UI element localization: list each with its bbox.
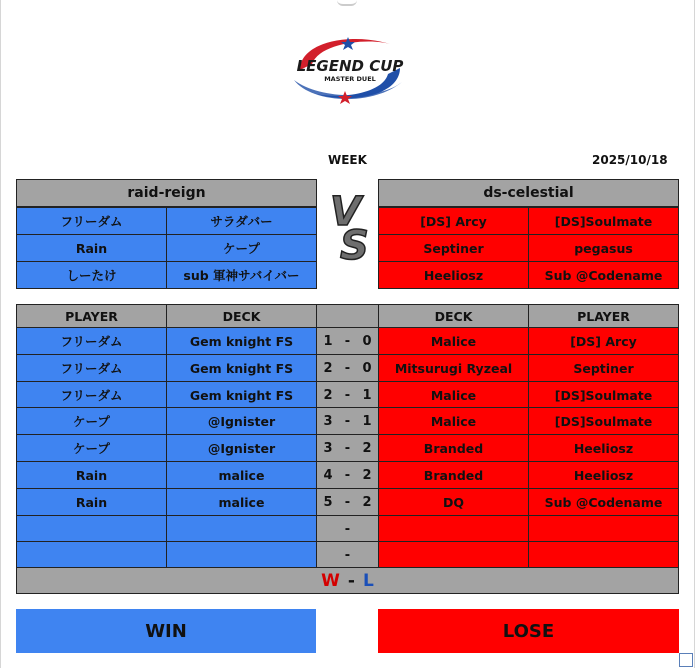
- row-score: [316, 381, 379, 409]
- lose-banner: LOSE: [378, 609, 679, 653]
- score-separator: -: [344, 360, 351, 376]
- svg-text:LEGEND CUP: LEGEND CUP: [296, 57, 404, 75]
- row-player-right: Septiner: [528, 354, 679, 382]
- row-player-right: [528, 515, 679, 543]
- left-team-name: raid-reign: [16, 179, 317, 207]
- week-label: WEEK: [328, 153, 367, 167]
- header-deck-left: DECK: [166, 304, 317, 328]
- row-deck-right: Branded: [378, 461, 529, 489]
- score-right: 2: [362, 467, 372, 483]
- row-score: [316, 327, 379, 355]
- wl-separator: -: [347, 570, 355, 591]
- svg-text:V: V: [330, 189, 361, 235]
- row-player-left: ケープ: [16, 434, 167, 462]
- row-deck-right: DQ: [378, 488, 529, 516]
- row-deck-left: [166, 541, 317, 569]
- score-separator: -: [344, 413, 351, 429]
- score-left: 3: [323, 440, 333, 456]
- right-team-name: ds-celestial: [378, 179, 679, 207]
- header-deck-right: DECK: [378, 304, 529, 328]
- row-deck-right: Mitsurugi Ryzeal: [378, 354, 529, 382]
- row-deck-right: Malice: [378, 407, 529, 435]
- row-score: [316, 461, 379, 489]
- score-right: 2: [362, 494, 372, 510]
- row-score: [316, 515, 379, 543]
- row-deck-right: [378, 541, 529, 569]
- row-player-right: [DS]Soulmate: [528, 381, 679, 409]
- left-member: フリーダム: [16, 207, 167, 235]
- page-border-right: [694, 0, 695, 668]
- row-score: [316, 407, 379, 435]
- row-deck-right: Branded: [378, 434, 529, 462]
- win-banner: WIN: [16, 609, 316, 653]
- left-member: sub 軍神サバイバー: [166, 261, 317, 289]
- header-score: [316, 304, 379, 328]
- row-deck-left: @Ignister: [166, 407, 317, 435]
- svg-text:S: S: [340, 223, 369, 263]
- row-score: [316, 488, 379, 516]
- left-member: Rain: [16, 234, 167, 262]
- left-member: しーたけ: [16, 261, 167, 289]
- score-right: 0: [362, 360, 372, 376]
- header-player-right: PLAYER: [528, 304, 679, 328]
- row-deck-right: [378, 515, 529, 543]
- score-separator: -: [344, 333, 351, 349]
- right-member: pegasus: [528, 234, 679, 262]
- score-left: 4: [323, 467, 333, 483]
- score-right: 1: [362, 387, 372, 403]
- score-left: 3: [323, 413, 333, 429]
- score-separator: -: [344, 387, 351, 403]
- row-player-left: フリーダム: [16, 381, 167, 409]
- resize-handle[interactable]: [679, 653, 693, 667]
- row-deck-left: Gem knight FS: [166, 327, 317, 355]
- row-score: [316, 434, 379, 462]
- row-player-right: Sub @Codename: [528, 488, 679, 516]
- row-player-left: Rain: [16, 461, 167, 489]
- row-deck-left: @Ignister: [166, 434, 317, 462]
- row-deck-left: malice: [166, 461, 317, 489]
- score-left: 2: [323, 387, 333, 403]
- row-deck-left: Gem knight FS: [166, 381, 317, 409]
- score-left: 1: [323, 333, 333, 349]
- score-separator: -: [344, 494, 351, 510]
- row-player-left: [16, 541, 167, 569]
- win-loss-bar: [16, 567, 679, 594]
- row-player-right: [DS]Soulmate: [528, 407, 679, 435]
- row-player-left: ケープ: [16, 407, 167, 435]
- row-player-left: フリーダム: [16, 327, 167, 355]
- legend-cup-logo: [290, 30, 410, 108]
- header-player-left: PLAYER: [16, 304, 167, 328]
- l-label: L: [362, 570, 374, 591]
- row-deck-right: Malice: [378, 381, 529, 409]
- row-player-right: Heeliosz: [528, 434, 679, 462]
- score-right: 0: [362, 333, 372, 349]
- score-separator: -: [344, 440, 351, 456]
- score-separator: -: [344, 521, 351, 537]
- match-date: 2025/10/18: [592, 153, 668, 167]
- row-player-right: [528, 541, 679, 569]
- row-player-right: [DS] Arcy: [528, 327, 679, 355]
- right-member: Sub @Codename: [528, 261, 679, 289]
- right-member: [DS] Arcy: [378, 207, 529, 235]
- row-player-left: フリーダム: [16, 354, 167, 382]
- score-separator: -: [344, 467, 351, 483]
- top-decoration: [337, 0, 357, 6]
- versus-graphic: [326, 185, 372, 263]
- right-member: Heeliosz: [378, 261, 529, 289]
- right-member: Septiner: [378, 234, 529, 262]
- svg-text:MASTER DUEL: MASTER DUEL: [324, 75, 376, 83]
- row-player-left: Rain: [16, 488, 167, 516]
- row-deck-left: [166, 515, 317, 543]
- row-deck-left: malice: [166, 488, 317, 516]
- row-player-right: Heeliosz: [528, 461, 679, 489]
- score-left: 2: [323, 360, 333, 376]
- row-score: [316, 354, 379, 382]
- score-left: 5: [323, 494, 333, 510]
- score-separator: -: [344, 547, 351, 563]
- score-right: 2: [362, 440, 372, 456]
- page-border-left: [0, 0, 1, 668]
- left-member: サラダバー: [166, 207, 317, 235]
- left-member: ケープ: [166, 234, 317, 262]
- row-score: [316, 541, 379, 569]
- row-player-left: [16, 515, 167, 543]
- row-deck-right: Malice: [378, 327, 529, 355]
- w-label: W: [321, 570, 340, 591]
- right-member: [DS]Soulmate: [528, 207, 679, 235]
- row-deck-left: Gem knight FS: [166, 354, 317, 382]
- score-right: 1: [362, 413, 372, 429]
